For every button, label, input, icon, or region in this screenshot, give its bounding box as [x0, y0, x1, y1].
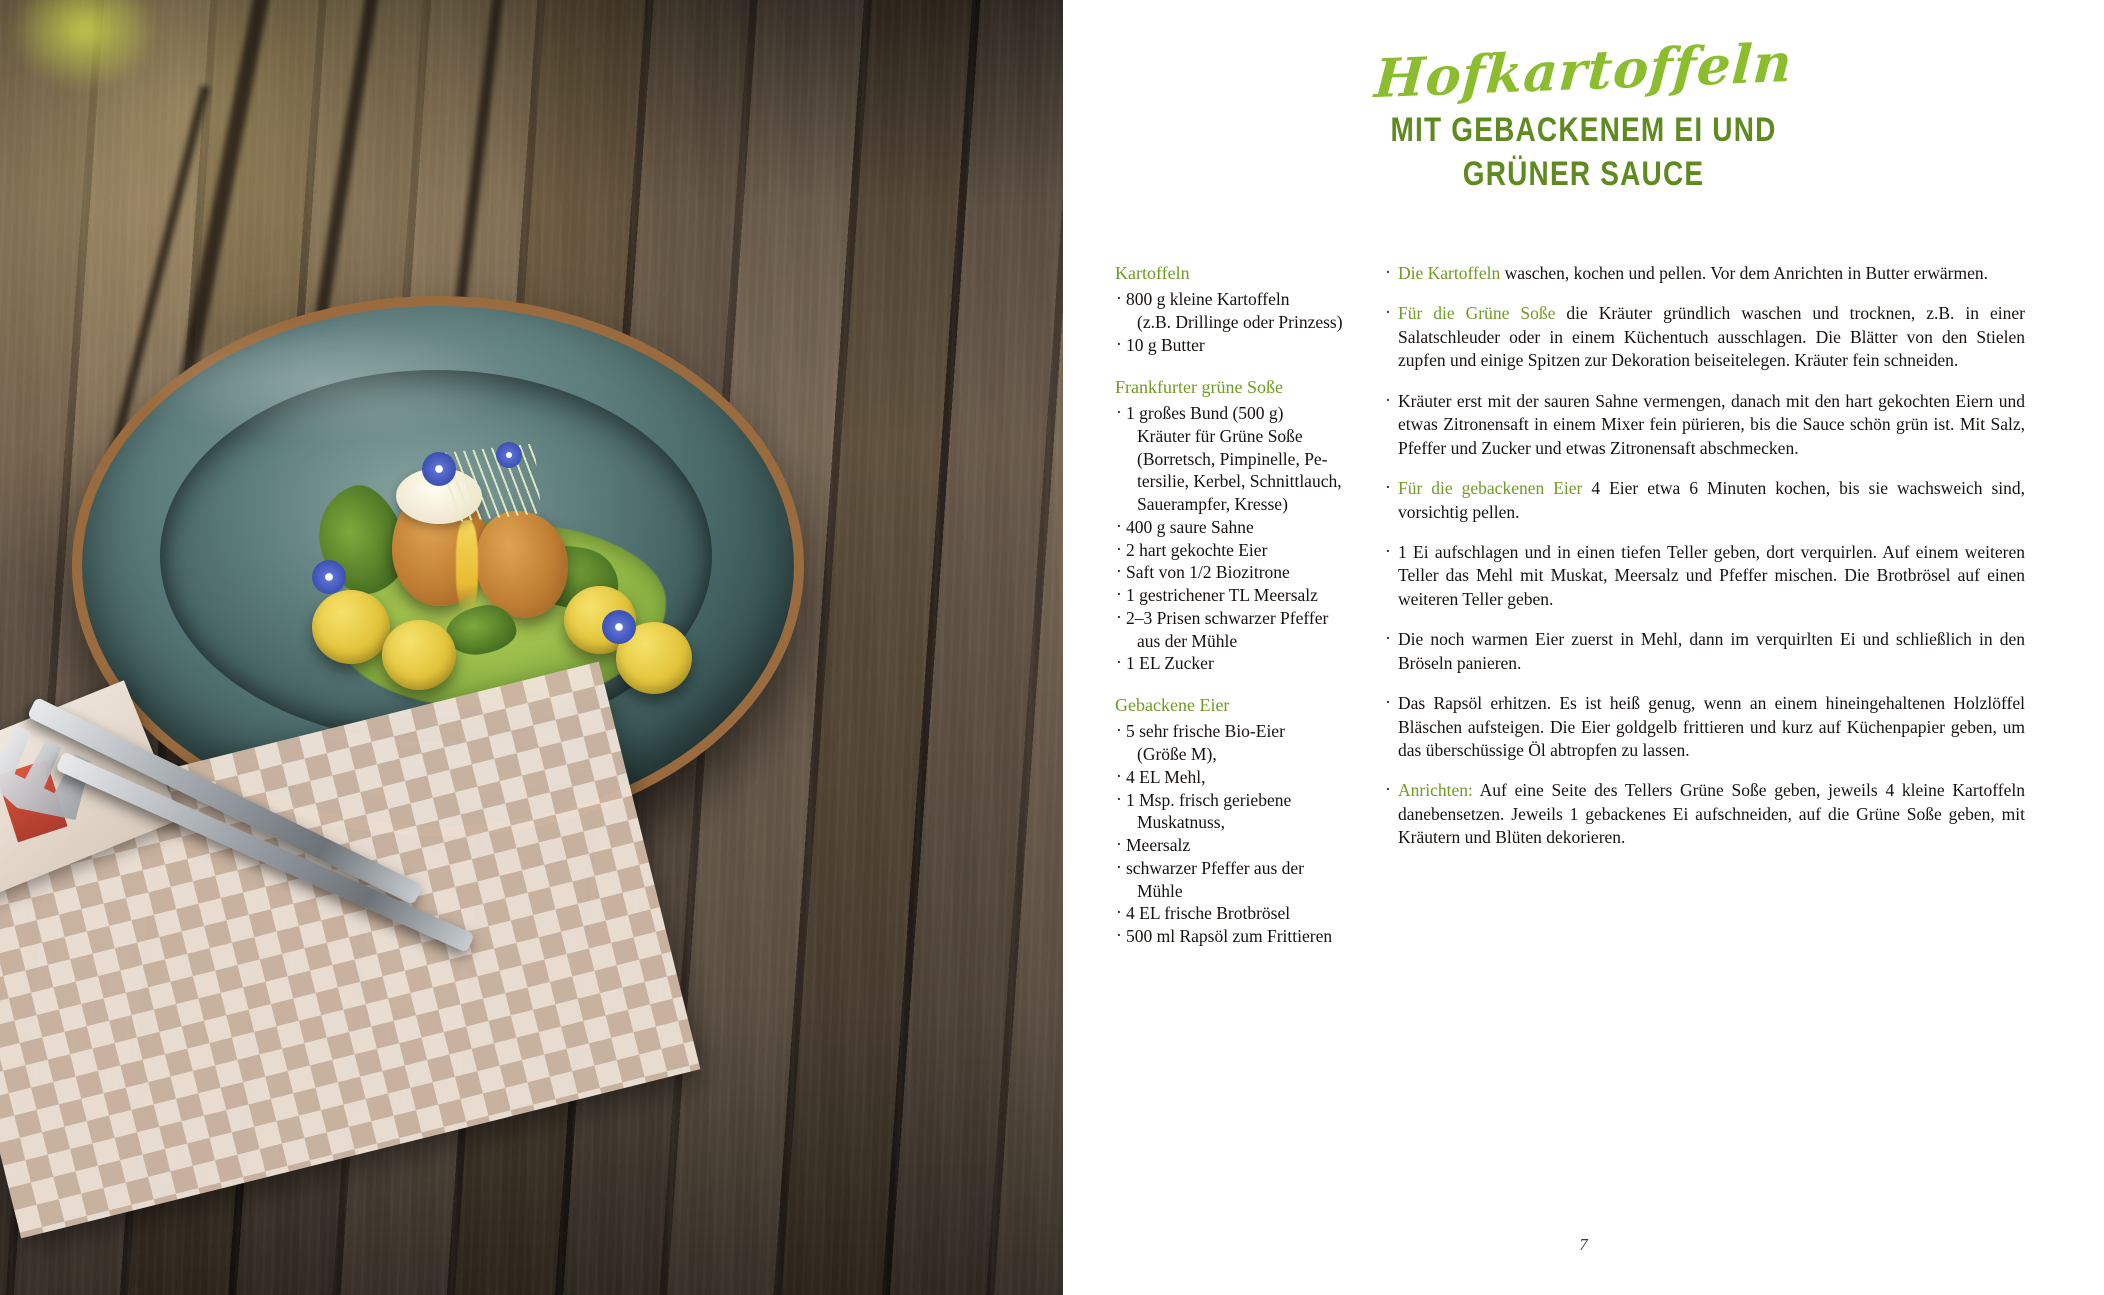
ingredient-item	[1115, 902, 1347, 925]
ingredient-group	[1115, 262, 1347, 357]
ingredient-text: 1 gestrichener TL Meersalz	[1126, 585, 1318, 606]
ingredient-text: Mühle	[1137, 880, 1183, 901]
ingredient-item	[1115, 516, 1347, 539]
recipe-title-block	[1063, 31, 2104, 192]
ingredient-text: 1 Msp. frisch geriebene	[1126, 789, 1292, 810]
bullet-dot: ·	[1385, 779, 1391, 800]
bullet-dot: ·	[1385, 692, 1391, 713]
borage-flower	[312, 560, 346, 594]
ingredient-text: Muskatnuss,	[1137, 812, 1225, 833]
bullet-dot: ·	[1116, 856, 1122, 877]
ingredient-item	[1115, 493, 1347, 516]
ingredient-text: Meersalz	[1126, 835, 1191, 856]
bullet-dot: ·	[1116, 902, 1122, 923]
step-lead-in: Die Kartoffeln	[1398, 263, 1501, 283]
ingredient-item	[1115, 607, 1347, 630]
small-potato	[312, 590, 390, 664]
bullet-dot: ·	[1385, 262, 1391, 282]
bullet-dot: ·	[1385, 628, 1391, 649]
bullet-dot: ·	[1116, 652, 1122, 673]
preparation-step	[1385, 302, 2025, 372]
bullet-dot: ·	[1116, 584, 1122, 605]
ingredient-item	[1115, 561, 1347, 584]
ingredient-text: schwarzer Pfeffer aus der	[1126, 857, 1304, 878]
ingredient-item	[1115, 834, 1347, 857]
ingredient-text: 1 großes Bund (500 g)	[1126, 403, 1284, 424]
preparation-steps-column	[1385, 262, 2025, 967]
ingredient-text: Saft von 1/2 Biozitrone	[1126, 562, 1290, 583]
small-potato	[382, 620, 456, 690]
ingredient-item	[1115, 652, 1347, 675]
borage-flower	[422, 452, 456, 486]
ingredient-group	[1115, 376, 1347, 675]
recipe-subtitle	[1063, 108, 2104, 195]
ingredient-text: Kräuter für Grüne Soße	[1137, 425, 1303, 446]
ingredient-item	[1115, 880, 1347, 903]
preparation-step	[1385, 477, 2025, 524]
bowl-rim-highlight	[122, 322, 522, 442]
step-text: die Kräuter gründlich waschen und trocknen, z.B. in einer Salatschleuder oder in einem Küchentuch ausschlagen. Die Blätter von den Stielen zupfen und einige Spitzen zur Dekoration beiseitelegen. Kräuter fein schneiden.	[1398, 303, 2025, 371]
step-lead-in: Anrichten:	[1398, 780, 1473, 801]
ingredient-item	[1115, 584, 1347, 607]
ingredient-group-heading: Frankfurter grüne Soße	[1115, 376, 1283, 397]
ingredient-group	[1115, 694, 1347, 948]
ingredient-text: 1 EL Zucker	[1126, 653, 1214, 674]
borage-flower	[496, 442, 522, 468]
ingredient-text: (Größe M),	[1137, 744, 1217, 765]
ingredient-text: 4 EL Mehl,	[1126, 766, 1206, 787]
ingredient-item	[1115, 789, 1347, 812]
step-lead-in: Für die gebackenen Eier	[1398, 478, 1583, 499]
recipe-body	[1063, 262, 2104, 967]
preparation-step	[1385, 779, 2025, 849]
bullet-dot: ·	[1116, 333, 1122, 354]
ingredient-text: 10 g Butter	[1126, 334, 1205, 355]
ingredient-item	[1115, 743, 1347, 766]
bullet-dot: ·	[1385, 302, 1391, 323]
ingredient-text: aus der Mühle	[1137, 630, 1238, 651]
ingredient-item	[1115, 288, 1347, 311]
step-text: 1 Ei aufschlagen und in einen tiefen Teller geben, dort verquirlen. Auf einem weiteren Teller das Mehl mit Muskat, Meersalz und Pfeffer mischen. Die Brotbrösel auf einen weiteren Teller geben.	[1398, 541, 2025, 609]
preparation-step	[1385, 628, 2025, 675]
ingredient-item	[1115, 470, 1347, 493]
microgreens-garnish	[445, 443, 542, 522]
ingredient-item	[1115, 448, 1347, 471]
step-text: Kräuter erst mit der sauren Sahne vermengen, danach mit den hart gekochten Eiern und etwas Zitronensaft in einem Mixer fein pürieren, bis die Sauce schön grün ist. Mit Salz, Pfeffer und Zucker und etwas Zitronensaft abschmecken.	[1398, 390, 2025, 458]
ingredients-column	[1115, 262, 1347, 967]
ingredient-item	[1115, 334, 1347, 357]
bullet-dot: ·	[1116, 720, 1122, 741]
step-text: waschen, kochen und pellen. Vor dem Anrichten in Butter erwärmen.	[1500, 263, 1988, 283]
step-text: Auf eine Seite des Tellers Grüne Soße geben, jeweils 4 kleine Kartoffeln danebensetzen. Jeweils 1 gebackenes Ei aufschneiden, auf die Grüne Soße geben, mit Kräutern und Blüten dekorieren.	[1398, 780, 2025, 848]
ingredient-group-heading: Gebackene Eier	[1115, 695, 1230, 716]
ingredient-item	[1115, 811, 1347, 834]
blurred-leaf	[10, 0, 160, 90]
ingredient-text: (Borretsch, Pimpinelle, Pe-	[1137, 448, 1328, 469]
bullet-dot: ·	[1116, 606, 1122, 627]
bullet-dot: ·	[1385, 540, 1391, 561]
bullet-dot: ·	[1116, 402, 1122, 423]
ingredient-item	[1115, 857, 1347, 880]
bullet-dot: ·	[1385, 389, 1391, 410]
step-text: Das Rapsöl erhitzen. Es ist heiß genug, wenn an einem hineingehaltenen Holzlöffel Bläschen aufsteigen. Die Eier goldgelb frittieren und kurz auf Küchenpapier geben, um das überschüssige Öl abtropfen zu lassen.	[1398, 693, 2025, 760]
ingredient-text: 5 sehr frische Bio-Eier	[1126, 721, 1285, 742]
ingredient-text: 400 g saure Sahne	[1126, 516, 1254, 537]
ingredient-text: 500 ml Rapsöl zum Frittieren	[1126, 926, 1333, 947]
recipe-text-page	[1063, 0, 2104, 1295]
ingredient-text: 2 hart gekochte Eier	[1126, 539, 1268, 560]
step-lead-in: Für die Grüne Soße	[1398, 303, 1556, 324]
ingredient-item	[1115, 311, 1347, 334]
ingredient-item	[1115, 766, 1347, 789]
bullet-dot: ·	[1385, 477, 1391, 498]
bullet-dot: ·	[1116, 288, 1122, 309]
ingredient-text: (z.B. Drillinge oder Prinzess)	[1137, 312, 1343, 333]
ingredient-text: tersilie, Kerbel, Schnittlauch,	[1137, 471, 1342, 492]
ingredient-text: 4 EL frische Brotbrösel	[1126, 903, 1291, 924]
bullet-dot: ·	[1116, 515, 1122, 536]
bullet-dot: ·	[1116, 561, 1122, 582]
ingredient-item	[1115, 925, 1347, 948]
page-number: 7	[1579, 1235, 1588, 1254]
preparation-step	[1385, 692, 2025, 762]
bullet-dot: ·	[1116, 538, 1122, 559]
ingredient-item	[1115, 402, 1347, 425]
recipe-subtitle-line-2: GRÜNER SAUCE	[1462, 153, 1705, 192]
borage-flower	[602, 610, 636, 644]
bullet-dot: ·	[1116, 765, 1122, 786]
bullet-dot: ·	[1116, 925, 1122, 946]
ingredient-text: Sauerampfer, Kresse)	[1137, 494, 1288, 515]
step-text: 4 Eier etwa 6 Minuten kochen, bis sie wachsweich sind, vorsichtig pellen.	[1398, 478, 2025, 522]
ingredient-text: 800 g kleine Kartoffeln	[1126, 289, 1290, 310]
recipe-title-script: Hofkartoffeln	[1372, 31, 1795, 111]
preparation-step	[1385, 390, 2025, 460]
bullet-dot: ·	[1116, 834, 1122, 855]
ingredient-item	[1115, 425, 1347, 448]
egg-yolk-drip	[456, 520, 478, 612]
preparation-step	[1385, 541, 2025, 611]
ingredient-item	[1115, 720, 1347, 743]
preparation-step	[1385, 262, 2025, 285]
ingredient-text: 2–3 Prisen schwarzer Pfeffer	[1126, 607, 1329, 628]
step-text: Die noch warmen Eier zuerst in Mehl, dann im verquirlten Ei und schließlich in den Bröseln panieren.	[1398, 629, 2025, 673]
recipe-subtitle-line-1: MIT GEBACKENEM EI UND	[1390, 110, 1777, 148]
ingredient-group-heading: Kartoffeln	[1115, 263, 1190, 283]
ingredient-item	[1115, 630, 1347, 653]
ingredient-item	[1115, 539, 1347, 562]
bullet-dot: ·	[1116, 788, 1122, 809]
